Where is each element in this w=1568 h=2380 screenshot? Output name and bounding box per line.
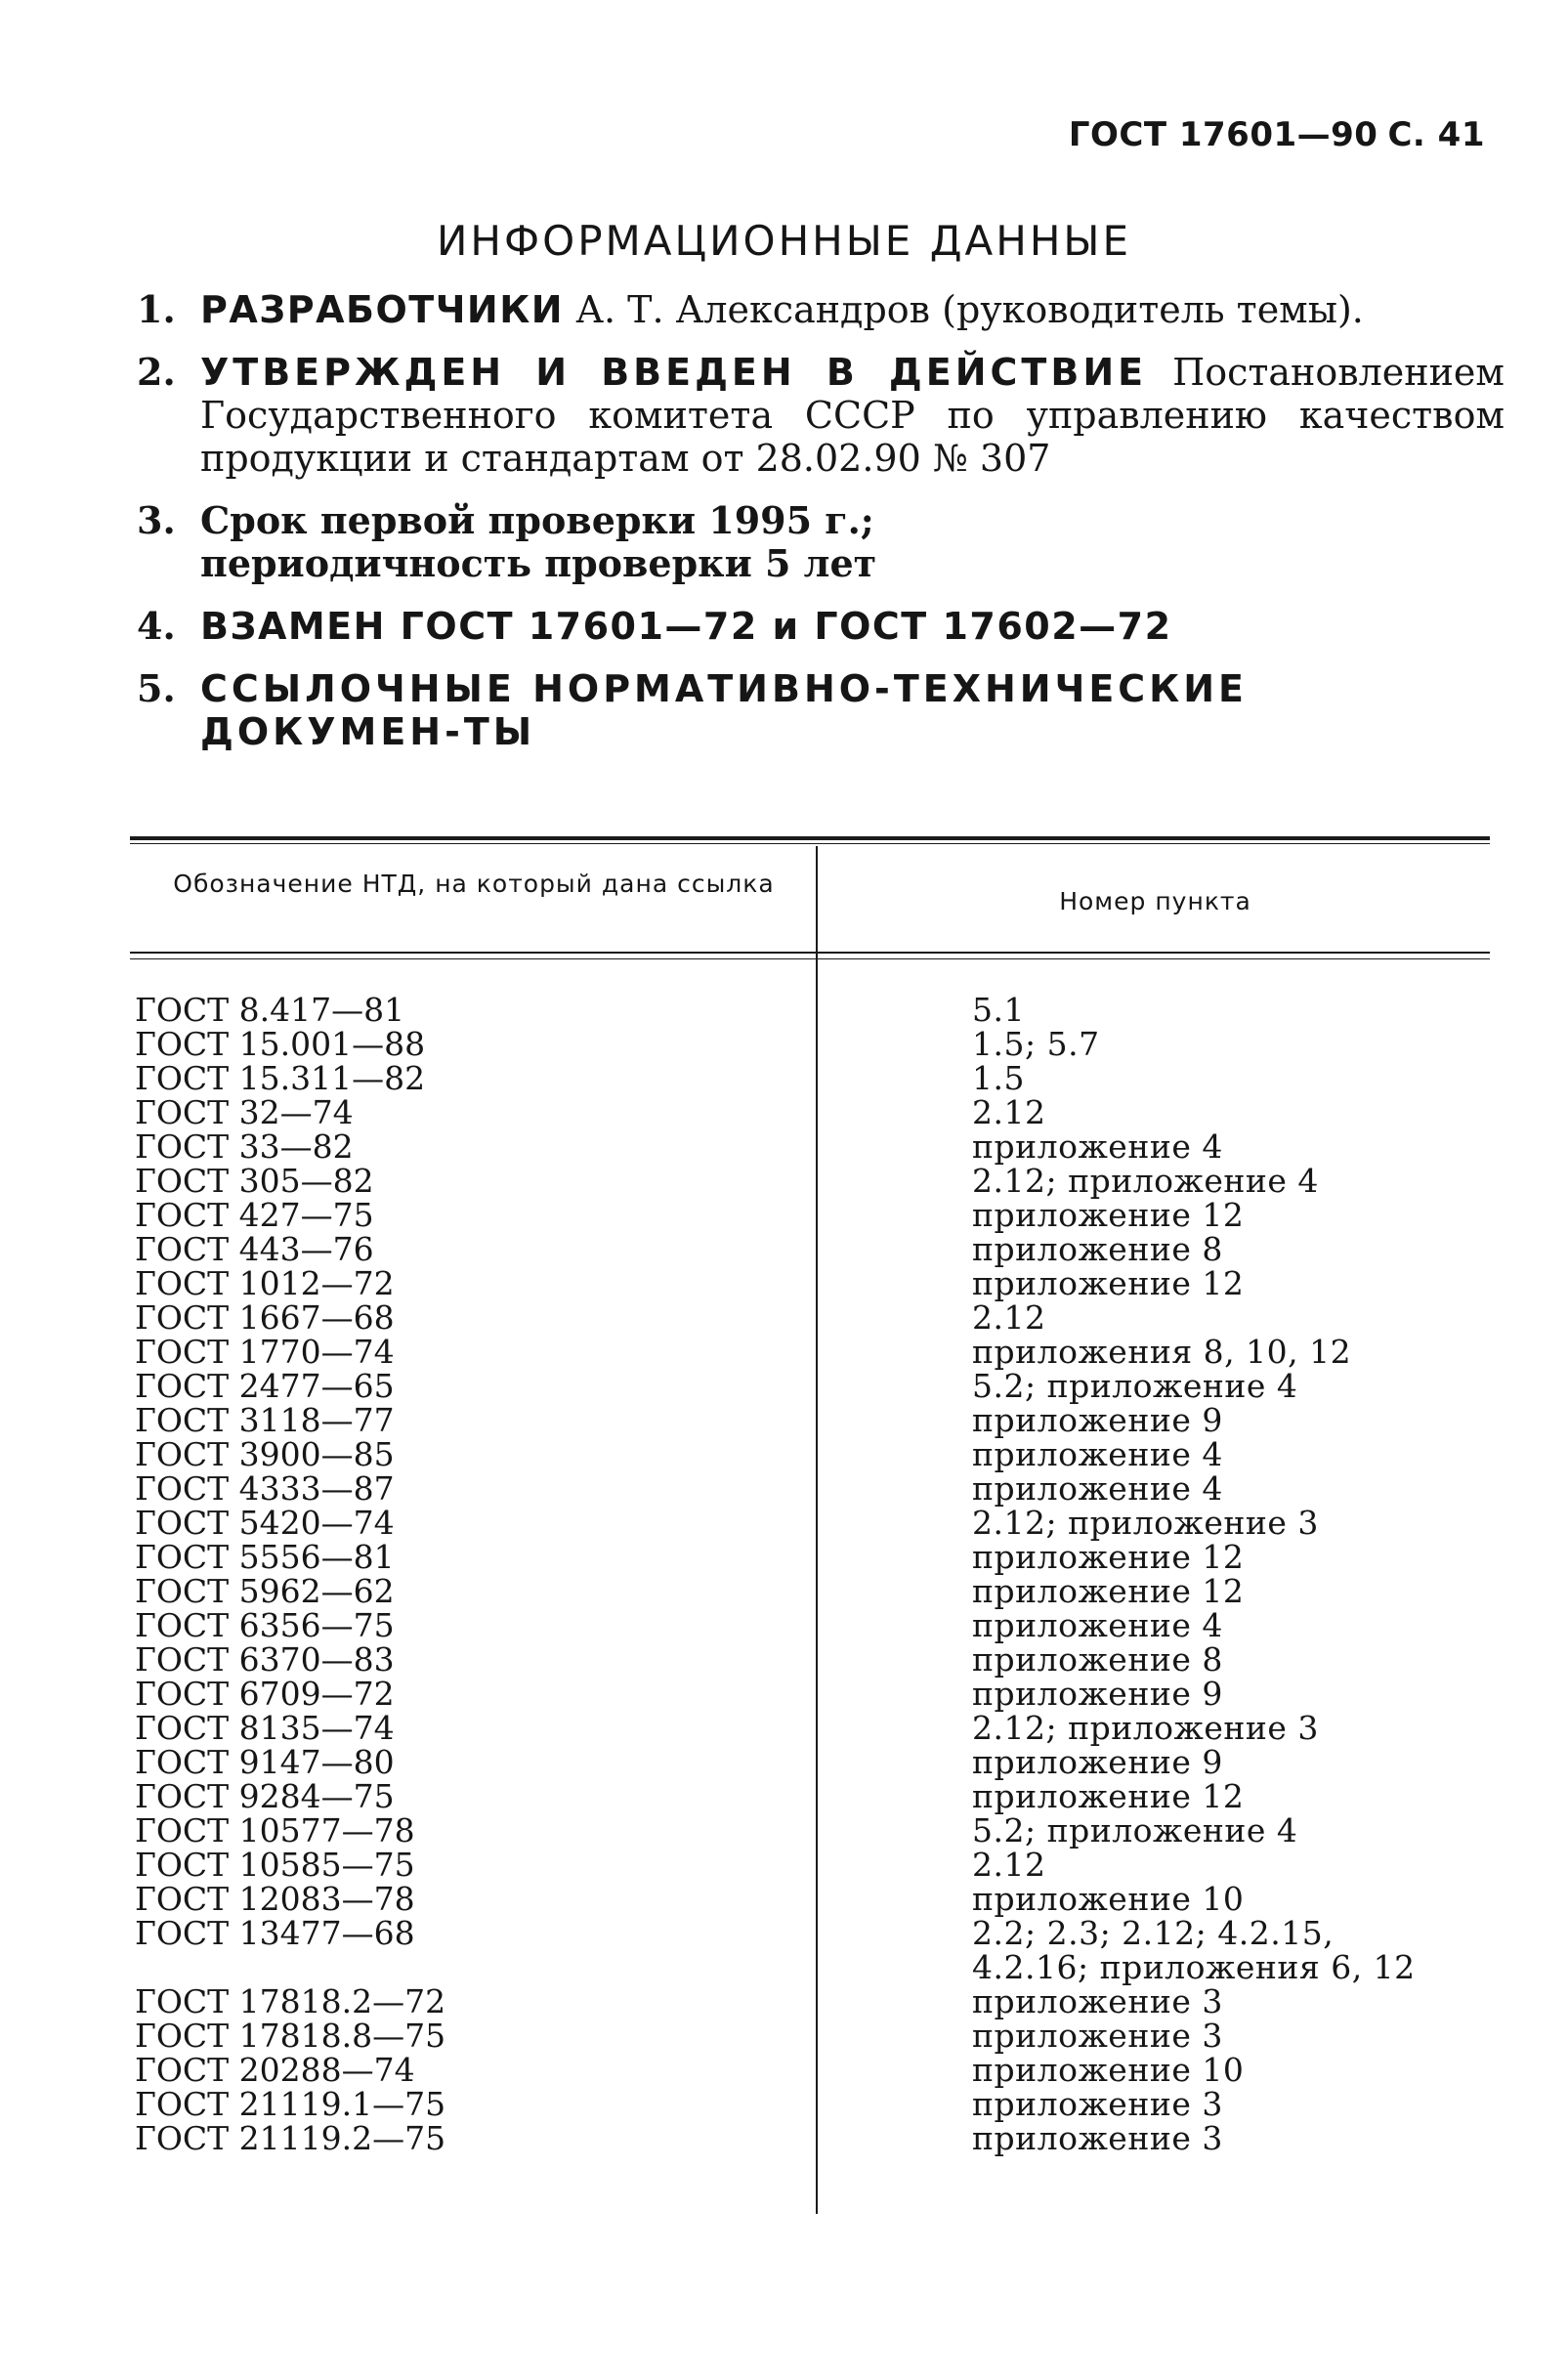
header-page-number: С. 41 xyxy=(1387,115,1485,154)
cell-document: ГОСТ 6356—75 xyxy=(135,1606,395,1644)
reference-table-body xyxy=(0,993,1568,2155)
cell-clause-line: приложение 3 xyxy=(972,2085,1223,2123)
cell-clause-line: приложение 12 xyxy=(972,1572,1245,1610)
cell-clause xyxy=(972,1848,1558,1882)
table-row xyxy=(0,1745,1568,1779)
table-row xyxy=(0,1848,1568,1882)
cell-clause-line: приложение 9 xyxy=(972,1401,1223,1439)
table-row xyxy=(0,1642,1568,1677)
item-text: Постановлением Государственного комитета СССР по управлению качеством продукции и стандартам от 28.02.90 № 307 xyxy=(200,351,1504,480)
table-row xyxy=(0,993,1568,1027)
cell-clause xyxy=(972,1300,1558,1335)
table-row xyxy=(0,2087,1568,2121)
table-row xyxy=(0,1677,1568,1711)
cell-document: ГОСТ 6709—72 xyxy=(135,1675,395,1713)
cell-document: ГОСТ 427—75 xyxy=(135,1196,374,1234)
cell-clause-line: 2.12 xyxy=(972,1846,1046,1884)
cell-clause-line: приложение 3 xyxy=(972,2017,1223,2055)
cell-document: ГОСТ 443—76 xyxy=(135,1230,374,1268)
item-caption: УТВЕРЖДЕН И ВВЕДЕН В ДЕЙСТВИЕ xyxy=(200,351,1148,394)
table-row xyxy=(0,2019,1568,2053)
table-row xyxy=(0,1198,1568,1232)
table-row xyxy=(0,2053,1568,2087)
cell-clause-line: 2.2; 2.3; 2.12; 4.2.15, xyxy=(972,1914,1335,1952)
cell-clause xyxy=(972,2121,1558,2155)
cell-clause-line: приложение 12 xyxy=(972,1538,1245,1576)
table-row xyxy=(0,2121,1568,2155)
cell-clause xyxy=(972,1403,1558,1437)
table-row xyxy=(0,1232,1568,1266)
cell-clause-line: 1.5; 5.7 xyxy=(972,1025,1100,1063)
cell-clause xyxy=(972,1608,1558,1642)
cell-document: ГОСТ 305—82 xyxy=(135,1162,374,1200)
table-row xyxy=(0,1061,1568,1095)
table-header-document: Обозначение НТД, на который дана ссылка xyxy=(173,870,775,898)
cell-document: ГОСТ 10577—78 xyxy=(135,1811,415,1849)
cell-clause-line: приложение 3 xyxy=(972,1982,1223,2020)
item-number: 2. xyxy=(137,350,176,394)
item-caption: РАЗРАБОТЧИКИ xyxy=(200,288,565,331)
cell-clause-line: приложение 8 xyxy=(972,1640,1223,1679)
cell-document: ГОСТ 15.001—88 xyxy=(135,1025,426,1063)
cell-document: ГОСТ 21119.2—75 xyxy=(135,2119,446,2157)
cell-document: ГОСТ 8135—74 xyxy=(135,1709,395,1747)
cell-clause-line: приложение 9 xyxy=(972,1743,1223,1781)
table-row xyxy=(0,1608,1568,1642)
item-line: периодичность проверки 5 лет xyxy=(200,541,877,585)
cell-clause xyxy=(972,1642,1558,1677)
item-number: 4. xyxy=(137,604,176,648)
cell-clause-line: 2.12; приложение 3 xyxy=(972,1504,1319,1542)
cell-clause xyxy=(972,1369,1558,1403)
table-row xyxy=(0,1540,1568,1574)
cell-document: ГОСТ 3900—85 xyxy=(135,1435,395,1473)
cell-document: ГОСТ 1667—68 xyxy=(135,1298,395,1337)
cell-clause xyxy=(972,1095,1558,1129)
item-number: 3. xyxy=(137,498,176,542)
cell-document: ГОСТ 5420—74 xyxy=(135,1504,395,1542)
table-row xyxy=(0,1916,1568,1984)
info-items xyxy=(137,288,1504,773)
cell-clause-line: 2.12; приложение 3 xyxy=(972,1709,1319,1747)
item-caption: ВЗАМЕН ГОСТ 17601—72 и ГОСТ 17602—72 xyxy=(200,605,1172,648)
cell-clause xyxy=(972,2053,1558,2087)
cell-clause xyxy=(972,1129,1558,1164)
cell-clause xyxy=(972,1061,1558,1095)
item-number: 5. xyxy=(137,666,176,710)
cell-clause-line: приложение 8 xyxy=(972,1230,1223,1268)
cell-clause xyxy=(972,1335,1558,1369)
cell-document: ГОСТ 4333—87 xyxy=(135,1469,395,1508)
item-text: А. Т. Александров (руководитель темы). xyxy=(575,288,1364,331)
info-item-replaces xyxy=(137,605,1504,648)
cell-clause xyxy=(972,1916,1558,1984)
cell-document: ГОСТ 2477—65 xyxy=(135,1367,395,1405)
cell-clause-line: 5.2; приложение 4 xyxy=(972,1367,1298,1405)
table-top-rule xyxy=(130,843,1490,844)
cell-clause-line: 2.12; приложение 4 xyxy=(972,1162,1319,1200)
item-line: Срок первой проверки 1995 г.; xyxy=(200,498,874,542)
item-number: 1. xyxy=(137,287,176,331)
header-standard: ГОСТ 17601—90 xyxy=(1068,115,1378,154)
cell-document: ГОСТ 1012—72 xyxy=(135,1264,395,1302)
cell-clause-line: приложение 12 xyxy=(972,1777,1245,1815)
cell-clause xyxy=(972,1677,1558,1711)
table-row xyxy=(0,1164,1568,1198)
cell-clause xyxy=(972,1574,1558,1608)
cell-clause-line: 4.2.16; приложения 6, 12 xyxy=(972,1948,1416,1986)
cell-clause-line: приложение 10 xyxy=(972,1880,1245,1918)
cell-clause xyxy=(972,1027,1558,1061)
table-row xyxy=(0,1779,1568,1813)
info-item-approval xyxy=(137,351,1504,480)
table-row xyxy=(0,1369,1568,1403)
table-row xyxy=(0,1027,1568,1061)
cell-clause xyxy=(972,1984,1558,2019)
cell-clause-line: приложение 4 xyxy=(972,1127,1223,1166)
cell-clause xyxy=(972,1266,1558,1300)
info-item-review xyxy=(137,499,1504,585)
cell-document: ГОСТ 21119.1—75 xyxy=(135,2085,446,2123)
cell-document: ГОСТ 5962—62 xyxy=(135,1572,395,1610)
cell-clause-line: приложение 4 xyxy=(972,1469,1223,1508)
table-row xyxy=(0,1403,1568,1437)
cell-clause-line: 5.1 xyxy=(972,991,1025,1029)
cell-document: ГОСТ 3118—77 xyxy=(135,1401,395,1439)
table-row xyxy=(0,1129,1568,1164)
cell-clause xyxy=(972,1711,1558,1745)
table-header-rule xyxy=(130,952,1490,954)
table-row xyxy=(0,1266,1568,1300)
table-row xyxy=(0,1471,1568,1506)
table-header-clause: Номер пункта xyxy=(1059,887,1251,915)
cell-clause-line: приложение 12 xyxy=(972,1264,1245,1302)
cell-clause-line: приложение 9 xyxy=(972,1675,1223,1713)
table-row xyxy=(0,1506,1568,1540)
table-header-rule xyxy=(130,958,1490,959)
cell-document: ГОСТ 1770—74 xyxy=(135,1333,395,1371)
cell-document: ГОСТ 17818.8—75 xyxy=(135,2017,446,2055)
cell-clause xyxy=(972,1471,1558,1506)
cell-clause xyxy=(972,1882,1558,1916)
cell-clause-line: приложение 4 xyxy=(972,1606,1223,1644)
cell-clause xyxy=(972,1506,1558,1540)
cell-document: ГОСТ 33—82 xyxy=(135,1127,354,1166)
cell-clause xyxy=(972,2019,1558,2053)
table-row xyxy=(0,1882,1568,1916)
cell-clause-line: 5.2; приложение 4 xyxy=(972,1811,1298,1849)
table-row xyxy=(0,1813,1568,1848)
cell-document: ГОСТ 5556—81 xyxy=(135,1538,395,1576)
cell-clause-line: приложение 4 xyxy=(972,1435,1223,1473)
cell-clause-line: приложение 12 xyxy=(972,1196,1245,1234)
running-header xyxy=(996,115,1485,154)
cell-document: ГОСТ 17818.2—72 xyxy=(135,1982,446,2020)
cell-clause-line: приложение 3 xyxy=(972,2119,1223,2157)
cell-clause xyxy=(972,993,1558,1027)
cell-clause xyxy=(972,1745,1558,1779)
cell-clause xyxy=(972,1232,1558,1266)
cell-document: ГОСТ 9284—75 xyxy=(135,1777,395,1815)
cell-clause xyxy=(972,1164,1558,1198)
info-item-developers xyxy=(137,288,1504,331)
table-row xyxy=(0,1300,1568,1335)
page-title: ИНФОРМАЦИОННЫЕ ДАННЫЕ xyxy=(436,217,1131,265)
cell-clause xyxy=(972,1198,1558,1232)
cell-clause-line: приложение 10 xyxy=(972,2051,1245,2089)
info-item-references xyxy=(137,667,1504,753)
table-row xyxy=(0,1711,1568,1745)
cell-clause xyxy=(972,1779,1558,1813)
cell-document: ГОСТ 12083—78 xyxy=(135,1880,415,1918)
cell-document: ГОСТ 6370—83 xyxy=(135,1640,395,1679)
cell-document: ГОСТ 9147—80 xyxy=(135,1743,395,1781)
table-row xyxy=(0,1574,1568,1608)
cell-clause xyxy=(972,2087,1558,2121)
cell-document: ГОСТ 13477—68 xyxy=(135,1914,415,1952)
cell-clause-line: приложения 8, 10, 12 xyxy=(972,1333,1352,1371)
table-row xyxy=(0,1095,1568,1129)
cell-document: ГОСТ 20288—74 xyxy=(135,2051,415,2089)
table-row xyxy=(0,1335,1568,1369)
table-row xyxy=(0,1437,1568,1471)
cell-clause-line: 2.12 xyxy=(972,1093,1046,1131)
cell-clause xyxy=(972,1437,1558,1471)
cell-document: ГОСТ 10585—75 xyxy=(135,1846,415,1884)
table-row xyxy=(0,1984,1568,2019)
cell-clause-line: 1.5 xyxy=(972,1059,1025,1097)
item-caption: ССЫЛОЧНЫЕ НОРМАТИВНО-ТЕХНИЧЕСКИЕ ДОКУМЕН-ТЫ xyxy=(200,667,1248,753)
cell-document: ГОСТ 32—74 xyxy=(135,1093,354,1131)
cell-clause xyxy=(972,1540,1558,1574)
cell-document: ГОСТ 8.417—81 xyxy=(135,991,405,1029)
cell-clause-line: 2.12 xyxy=(972,1298,1046,1337)
cell-clause xyxy=(972,1813,1558,1848)
table-top-rule xyxy=(130,836,1490,840)
cell-document: ГОСТ 15.311—82 xyxy=(135,1059,426,1097)
